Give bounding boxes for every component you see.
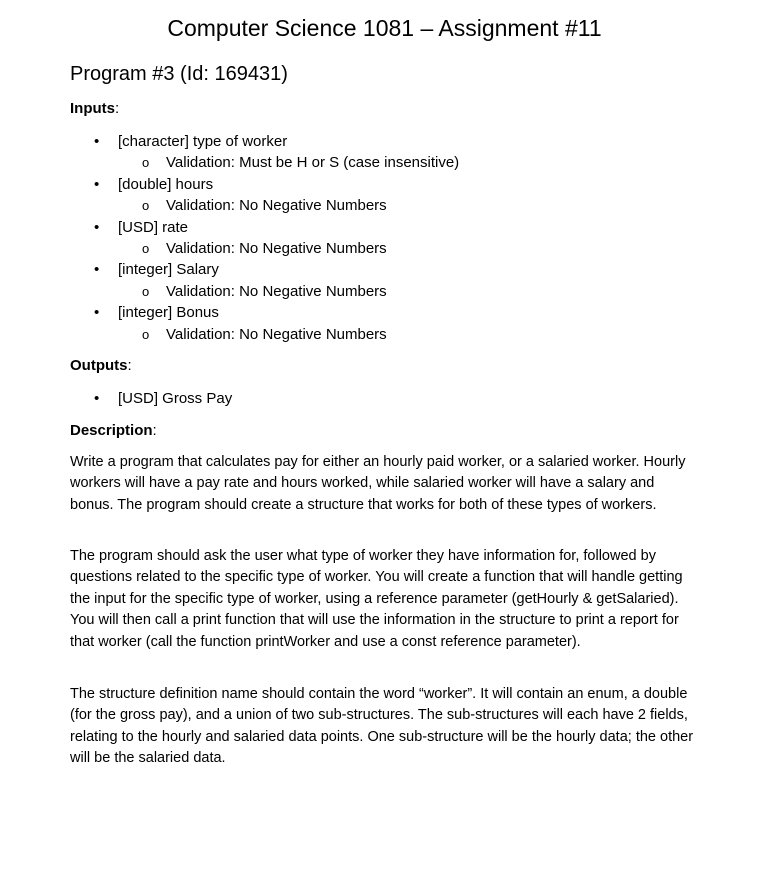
input-item-text: [integer] Bonus [118,304,219,322]
page-title: Computer Science 1081 – Assignment #11 [167,15,602,41]
bullet-icon: • [94,175,100,193]
input-item-text: [double] hours [118,175,214,193]
description-heading: Description: [70,422,157,439]
validation-item [0,238,769,259]
input-item [0,302,769,323]
outputs-heading: Outputs: [70,357,132,374]
inputs-heading: Inputs: [70,100,120,117]
input-item [0,174,769,195]
hollow-bullet-icon: o [142,240,150,256]
outputs-list [0,388,769,409]
bullet-icon: • [94,390,100,407]
input-item [0,131,769,152]
validation-text: Validation: Must be H or S (case insensitive) [166,154,460,172]
description-paragraph: The program should ask the user what type of worker they have information for, followed by questions related to the specific type of worker. You will create a function that will handle getting the input for the specific type of worker, using a reference parameter (getHourly & getSalaried). You will then call a print function that will use the information in the structure to print a report for that worker (call the function printWorker and use a const reference parameter). [70,548,683,650]
hollow-bullet-icon: o [142,155,150,171]
validation-item [0,195,769,216]
validation-item [0,324,769,345]
validation-item [0,152,769,173]
description-label: Description [70,422,153,439]
output-item [0,388,769,409]
inputs-label: Inputs [70,100,115,117]
description-paragraph: The structure definition name should contain the word “worker”. It will contain an enum, a double (for the gross pay), and a union of two sub-structures. The sub-structures will each have 2 fields, relating to the hourly and salaried data points. One sub-structure will be the hourly data; the other will be the salaried data. [70,686,694,767]
input-item-text: [USD] rate [118,218,189,236]
description-paragraph: Write a program that calculates pay for either an hourly paid worker, or a salaried worker. Hourly workers will have a pay rate and hours worked, while salaried worker will have a salary and bonus. The program should create a structure that works for both of these types of workers. [70,454,686,513]
bullet-icon: • [94,304,100,322]
validation-text: Validation: No Negative Numbers [166,325,387,343]
input-item-text: [integer] Salary [118,261,219,279]
bullet-icon: • [94,261,100,279]
bullet-icon: • [94,218,100,236]
hollow-bullet-icon: o [142,326,150,342]
validation-text: Validation: No Negative Numbers [166,239,387,257]
bullet-icon: • [94,133,100,150]
input-item-text: [character] type of worker [118,133,288,150]
validation-item [0,281,769,302]
hollow-bullet-icon: o [142,283,150,299]
input-item [0,259,769,280]
program-heading: Program #3 (Id: 169431) [70,63,288,85]
input-item [0,217,769,238]
validation-text: Validation: No Negative Numbers [166,282,387,300]
output-item-text: [USD] Gross Pay [118,390,233,407]
inputs-list [0,131,769,345]
hollow-bullet-icon: o [142,198,150,214]
validation-text: Validation: No Negative Numbers [166,197,387,215]
outputs-label: Outputs [70,357,128,374]
